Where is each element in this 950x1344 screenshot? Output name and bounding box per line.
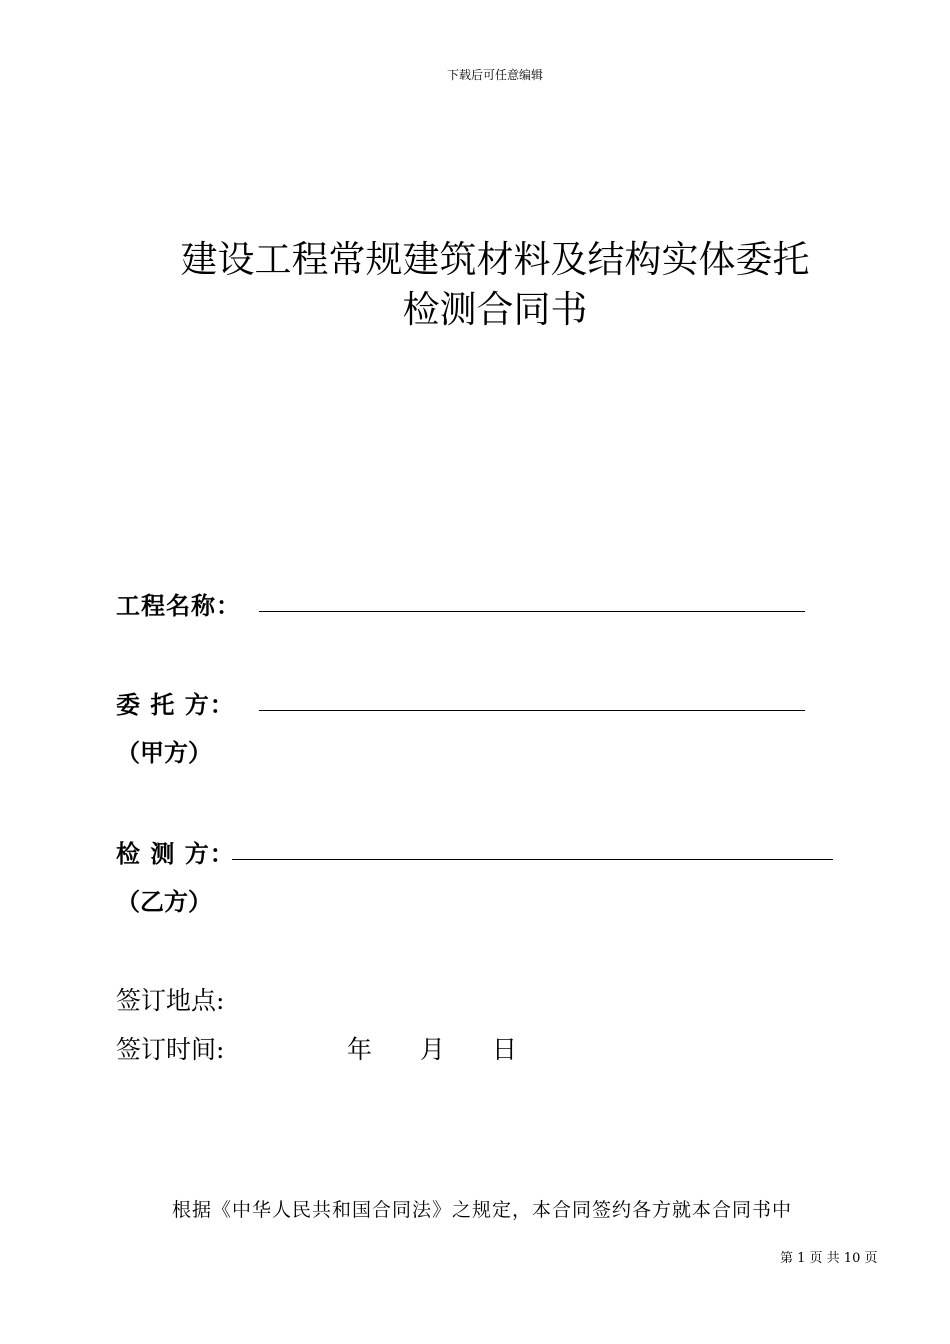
header-note: 下载后可任意编辑	[446, 68, 543, 82]
sign-month: 月	[420, 1035, 446, 1064]
sign-time-label: 签订时间:	[116, 1035, 225, 1064]
client-sub-label: （甲方）	[116, 739, 212, 767]
body-paragraph: 根据《中华人民共和国合同法》之规定，本合同签约各方就本合同书中	[172, 1199, 793, 1221]
project-name-line	[259, 611, 805, 612]
client-line	[259, 710, 805, 711]
tester-label: 检 测 方：	[116, 840, 235, 868]
document-title-line-1: 建设工程常规建筑材料及结构实体委托	[180, 238, 810, 281]
client-label: 委 托 方：	[116, 691, 235, 719]
sign-year: 年	[347, 1035, 373, 1064]
project-name-label: 工程名称：	[116, 592, 241, 620]
document-title-line-2: 检测合同书	[402, 288, 588, 331]
tester-line	[232, 859, 833, 860]
sign-place-label: 签订地点:	[116, 986, 225, 1015]
tester-sub-label: （乙方）	[116, 888, 212, 916]
page-number: 第 1 页 共 10 页	[780, 1251, 878, 1266]
sign-day: 日	[492, 1035, 518, 1064]
